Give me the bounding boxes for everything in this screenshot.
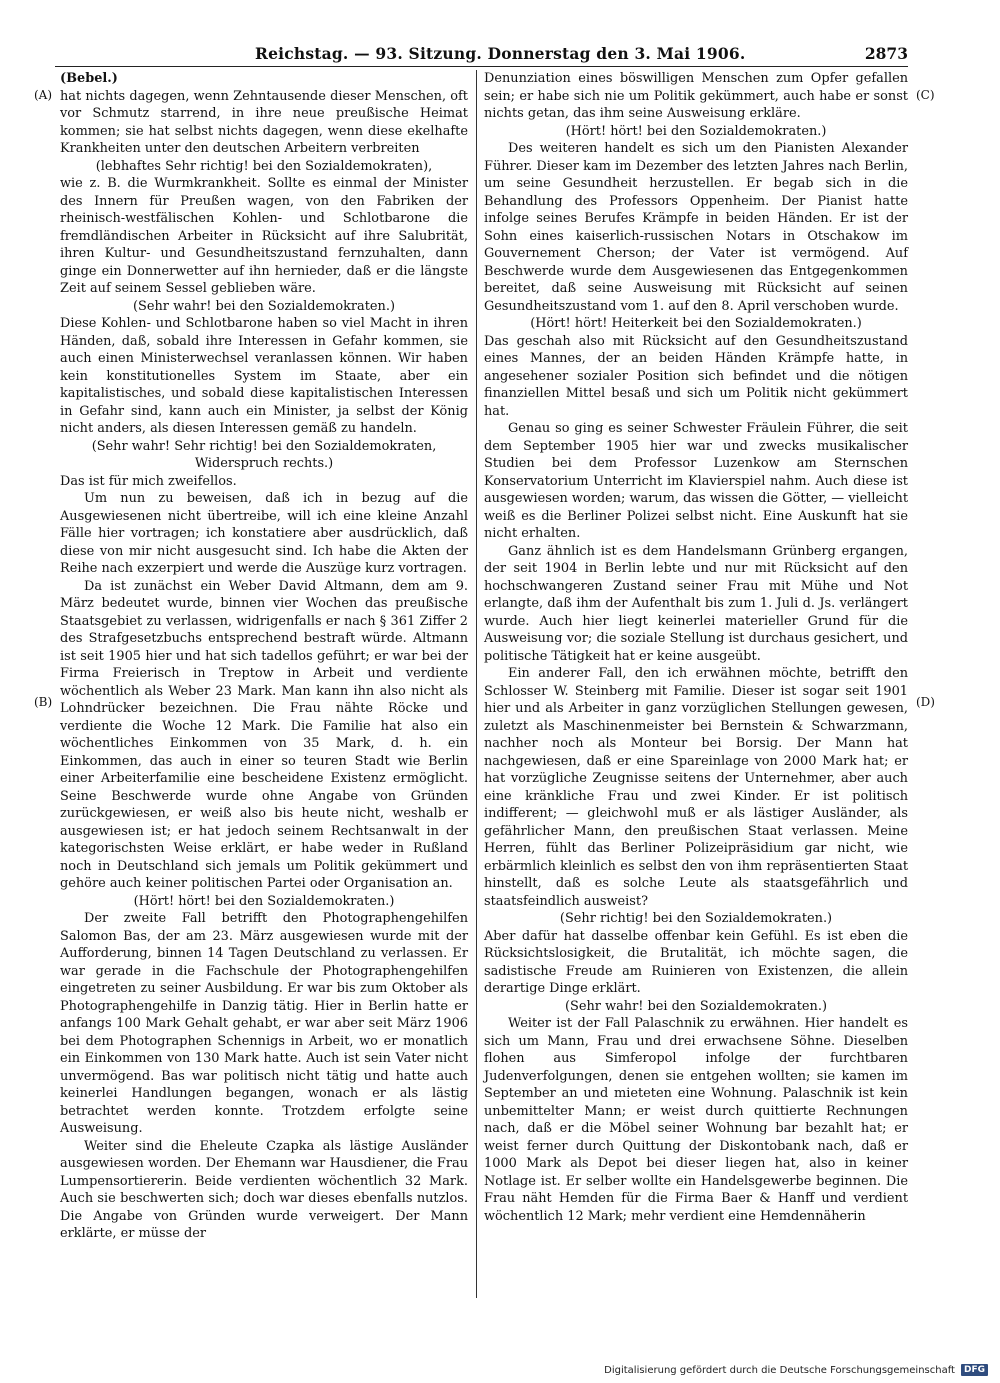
paragraph: Ganz ähnlich ist es dem Handelsmann Grünberg ergangen, der seit 1904 in Berlin lebte und nur mit Rücksicht auf den hochschwangeren Zustand seiner Frau mit Mühe und Not erlangte, daß ihm der Aufenthalt bis zum 1. Juli d. Js. verlängert wurde. Auch hier liegt keinerlei materieller Grund für die Ausweisung vor; die soziale Stellung ist durchaus gesichert, und politische Tätigkeit hat er keine ausgeübt. [484, 543, 908, 664]
interjection: (Sehr wahr! bei den Sozialdemokraten.) [133, 298, 395, 314]
margin-marker-b: (B) [34, 695, 53, 709]
paragraph: Des weiteren handelt es sich um den Pianisten Alexander Führer. Dieser kam im Dezember des letzten Jahres nach Berlin, um seine Gesundheit herzustellen. Er begab sich in die Behandlung des Professors Oppenheim. Der Pianist hatte infolge seines Berufes Krämpfe in beiden Händen. Er ist der Sohn eines kaiserlich-russischen Notars in Otschakow im Gouvernement Cherson; der Vater ist vermögend. Auf Beschwerde wurde dem Ausgewiesenen das Entgegenkommen bereitet, daß seine Ausweisung mit Rücksicht auf seinen Gesundheitszustand vom 1. auf den 8. April verschoben wurde. [484, 141, 908, 314]
right-column [484, 70, 908, 1225]
page-number: 2873 [864, 44, 908, 63]
interjection: (Sehr wahr! Sehr richtig! bei den Sozialdemokraten, Widerspruch rechts.) [91, 438, 437, 471]
paragraph: Denunziation eines böswilligen Menschen zum Opfer gefallen sein; er habe sich nie um Politik gekümmert, auch habe er sonst nichts getan, das ihm seine Ausweisung erkläre. [484, 71, 908, 121]
paragraph: wie z. B. die Wurmkrankheit. Sollte es einmal der Minister des Innern für Preußen wagen, von den Fabriken der rheinisch-westfälischen Kohlen- und Schlotbarone die fremdländischen Arbeiter in Rücksicht auf ihre Salubrität, ihren Kultur- und Gesundheitszustand fernzuhalten, dann ginge ein Donnerwetter auf ihn hernieder, daß er die längste Zeit auf seinem Sessel geblieben wäre. [60, 176, 468, 296]
column-divider [476, 70, 477, 1298]
margin-marker-c: (C) [916, 88, 935, 102]
paragraph: Weiter ist der Fall Palaschnik zu erwähnen. Hier handelt es sich um Mann, Frau und drei erwachsene Söhne. Dieselben flohen aus Simferopol infolge der furchtbaren Judenverfolgungen, denen sie entgehen wollten; sie kamen im September an und mieteten eine Wohnung. Palaschnik ist kein unbemittelter Mann; er weist durch quittierte Rechnungen nach, daß er die Möbel seiner Wohnung bar bezahlt hat; er weist ferner durch Quittung der Diskontobank nach, daß er 1000 Mark als Depot bei dieser liegen hat, also in keiner Notlage ist. Er selber wollte ein Handelsgewerbe beginnen. Die Frau näht Hemden für die Firma Baer & Hanff und verdient wöchentlich 12 Mark; mehr verdient eine Hemdennäherin [484, 1016, 908, 1224]
paragraph: Der zweite Fall betrifft den Photographengehilfen Salomon Bas, der am 23. März ausgewiesen wurde mit der Aufforderung, binnen 14 Tagen Deutschland zu verlassen. Er war gerade in die Fachschule der Photographengehilfen eingetreten zu seiner Ausbildung. Er war bis zum Oktober als Photographengehilfe in Danzig tätig. Hier in Berlin hatte er anfangs 100 Mark Gehalt gehabt, er war aber seit März 1906 bei dem Photographen Schennigs in Arbeit, wo er monatlich ein Einkommen von 130 Mark hatte. Auch ist sein Vater nicht unvermögend. Bas war politisch nicht tätig und hatte auch keinerlei Handlungen begangen, wonach er als lästig betrachtet werden konnte. Trotzdem erfolgte seine Ausweisung. [60, 911, 468, 1136]
paragraph: Das ist für mich zweifellos. [60, 473, 237, 489]
paragraph: Diese Kohlen- und Schlotbarone haben so viel Macht in ihren Händen, daß, sobald ihre Interessen in Gefahr kommen, sie auch einen Ministerwechsel veranlassen können. Wir haben kein konstitutionelles System im Staate, aber ein kapitalistisches, und sobald diese kapitalistischen Interessen in Gefahr sind, kann auch ein Minister, ja selbst der König nicht anders, als diesen Interessen gemäß zu handeln. [60, 316, 468, 436]
paragraph: hat nichts dagegen, wenn Zehntausende dieser Menschen, oft vor Schmutz starrend, in ihre neue preußische Heimat kommen; sie hat selbst nichts dagegen, wenn diese ekelhafte Krankheiten unter den deutschen Arbeitern verbreiten [60, 88, 468, 156]
footer-credit: Digitalisierung gefördert durch die Deutsche Forschungsgemeinschaft [604, 1364, 955, 1376]
paragraph: Aber dafür hat dasselbe offenbar kein Gefühl. Es ist eben die Rücksichtslosigkeit, die Brutalität, ich möchte sagen, die sadistische Freude am Ruinieren von Existenzen, die allein derartige Dinge erklärt. [484, 928, 908, 996]
interjection: (Sehr wahr! bei den Sozialdemokraten.) [565, 998, 827, 1014]
footer [604, 1364, 988, 1376]
margin-marker-a: (A) [34, 88, 53, 102]
paragraph: Das geschah also mit Rücksicht auf den Gesundheitszustand eines Mannes, der an beiden Händen Krämpfe hatte, in angesehener sozialer Position sich befindet und die nötigen finanziellen Mittel besaß und sich um Politik nicht gekümmert hat. [484, 333, 908, 419]
interjection: (lebhaftes Sehr richtig! bei den Sozialdemokraten), [95, 158, 433, 174]
paragraph: Weiter sind die Eheleute Czapka als lästige Ausländer ausgewiesen worden. Der Ehemann war Hausdiener, die Frau Lumpensortiererin. Beide verdienten wöchentlich 32 Mark. Auch sie beschwerten sich; doch war dieses ebenfalls nutzlos. Die Angabe von Gründen wurde verweigert. Der Mann erklärte, er müsse der [60, 1138, 468, 1241]
interjection: (Sehr richtig! bei den Sozialdemokraten.) [559, 911, 833, 926]
paragraph: Genau so ging es seiner Schwester Fräulein Führer, die seit dem September 1905 hier war und zwecks musikalischer Studien bei dem Professor Luzenkow am Sternschen Konservatorium Unterricht im Klavierspiel nahm. Auch diese ist ausgewiesen worden; warum, das wissen die Götter, — vielleicht weiß es die Berliner Polizei selbst nicht. Eine Auskunft hat sie nicht erhalten. [484, 421, 908, 541]
interjection: (Hört! hört! bei den Sozialdemokraten.) [133, 893, 395, 909]
interjection: (Hört! hört! Heiterkeit bei den Sozialdemokraten.) [530, 316, 862, 331]
margin-marker-d: (D) [916, 695, 935, 709]
speaker-label: (Bebel.) [60, 71, 118, 86]
paragraph: Um nun zu beweisen, daß ich in bezug auf die Ausgewiesenen nicht übertreibe, will ich eine kleine Anzahl Fälle hier vortragen; ich konstatiere aber ausdrücklich, daß diese von mir nicht ausgesucht sind. Ich habe die Akten der Reihe nach exzerpiert und werde die Auszüge kurz vortragen. [60, 491, 468, 576]
dfg-logo: DFG [961, 1364, 988, 1376]
left-column [60, 70, 468, 1243]
page-header [55, 44, 908, 67]
interjection: (Hört! hört! bei den Sozialdemokraten.) [565, 123, 827, 139]
running-title: Reichstag. — 93. Sitzung. Donnerstag den 3. Mai 1906. [255, 44, 746, 63]
paragraph: Ein anderer Fall, den ich erwähnen möchte, betrifft den Schlosser W. Steinberg mit Familie. Dieser ist sogar seit 1901 hier und als Arbeiter in ganz vorzüglichen Stellungen gewesen, zuletzt als Maschinenmeister bei Bernstein & Schwarzmann, nachher noch als Monteur bei Borsig. Der Mann hat nachgewiesen, daß er eine Spareinlage von 2000 Mark hat; er hat vorzügliche Zeugnisse seitens der Unternehmer, aber auch eine kränkliche Frau und zwei Kinder. Er ist politisch indifferent; — gleichwohl muß er als lästiger Ausländer, als gefährlicher Mann, den preußischen Staat verlassen. Meine Herren, fühlt das Berliner Polizeipräsidium gar nicht, wie erbärmlich kleinlich es selbst den von ihm repräsentierten Staat hinstellt, daß es solche Leute als staatsgefährlich und staatsfeindlich ausweist? [484, 666, 908, 909]
paragraph: Da ist zunächst ein Weber David Altmann, dem am 9. März bedeutet wurde, binnen vier Wochen das preußische Staatsgebiet zu verlassen, widrigenfalls er nach § 361 Ziffer 2 des Strafgesetzbuchs entsprechend bestraft würde. Altmann ist seit 1905 hier und hat sich tadellos geführt; er war bei der Firma Freierisch in Treptow in Arbeit und verdiente wöchentlich als Weber 23 Mark. Man kann ihn also nicht als Lohndrücker bezeichnen. Die Frau nähte Röcke und verdiente die Woche 12 Mark. Die Familie hat also ein wöchentliches Einkommen von 35 Mark, d. h. ein Einkommen, das auch in einer so teuren Stadt wie Berlin einer Arbeiterfamilie eine bescheidene Existenz ermöglicht. Seine Beschwerde wurde ohne Angabe von Gründen zurückgewiesen, er weiß also bis heute nicht, weshalb er ausgewiesen ist; er hat jedoch seinem Rechtsanwalt in der kategorischsten Weise erklärt, er habe weder in Rußland noch in Deutschland sich jemals um Politik gekümmert und gehöre auch keiner politischen Partei oder Organisation an. [60, 578, 468, 891]
